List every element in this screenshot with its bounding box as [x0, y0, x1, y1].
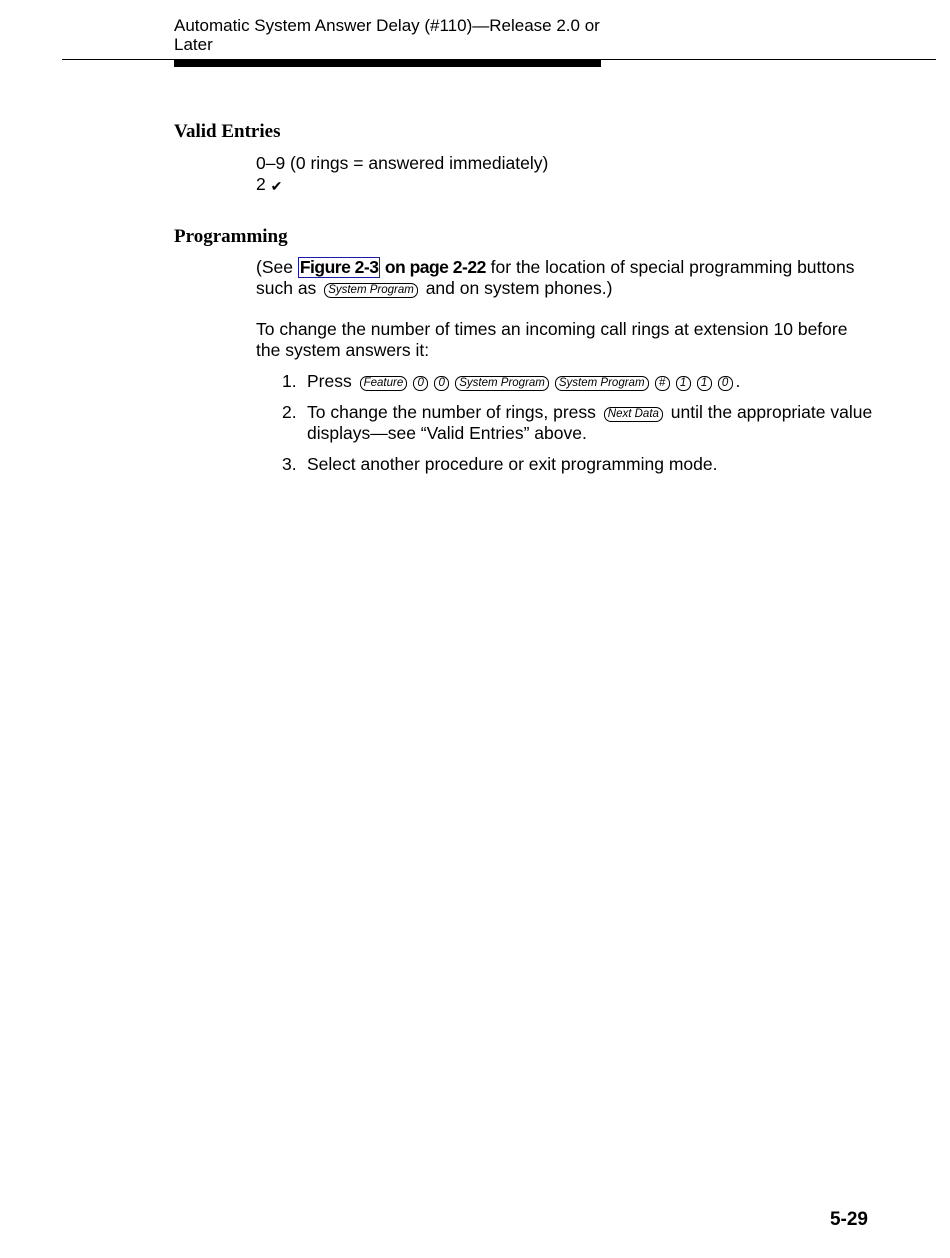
programming-intro: To change the number of times an incoming call rings at extension 10 before the system answers it:	[256, 319, 848, 360]
dial-key-0: 0	[434, 376, 449, 391]
see-end: and on system phones.)	[420, 278, 613, 298]
step-number: 3.	[282, 454, 297, 474]
step-number: 2.	[282, 402, 297, 422]
step2-suffix: until the appropriate value displays—see “Valid Entries” above.	[307, 402, 873, 443]
step-3	[282, 454, 882, 475]
system-program-key: System Program	[324, 283, 418, 298]
valid-entries-range: 0–9 (0 rings = answered immediately)	[256, 153, 549, 173]
step-number: 1.	[282, 371, 297, 391]
dial-key-0: 0	[718, 376, 733, 391]
dial-key-0: 0	[413, 376, 428, 391]
default-value: 2	[256, 174, 266, 194]
valid-entries-heading: Valid Entries	[174, 121, 281, 142]
header-bar	[174, 60, 601, 67]
figure-xref	[298, 257, 486, 277]
figure-link[interactable]: Figure 2-3	[299, 257, 379, 277]
valid-entries-body	[256, 153, 876, 196]
system-program-key: System Program	[555, 376, 649, 391]
system-program-key: System Program	[455, 376, 549, 391]
programming-heading: Programming	[174, 226, 288, 247]
see-prefix: (See	[256, 257, 298, 277]
running-header: Automatic System Answer Delay (#110)—Release 2.0 or Later	[174, 16, 600, 54]
dial-key-1: 1	[697, 376, 712, 391]
step-1	[282, 371, 882, 392]
dial-key-1: 1	[676, 376, 691, 391]
page-number: 5-29	[829, 1209, 868, 1230]
programming-see-note	[256, 257, 876, 299]
valid-entries-default	[256, 174, 876, 196]
step-text	[307, 402, 882, 444]
next-data-key: Next Data	[604, 407, 663, 422]
see-suffix: for the location of special programming buttons such as	[256, 257, 855, 298]
step-2	[282, 402, 882, 444]
programming-steps	[282, 371, 882, 485]
step1-prefix: Press	[307, 371, 357, 391]
figure-page-ref: on page 2-22	[380, 257, 486, 277]
step-text: Select another procedure or exit programming mode.	[307, 454, 718, 474]
step1-suffix: .	[735, 371, 741, 391]
step2-prefix: To change the number of rings, press	[307, 402, 601, 422]
step-text	[307, 371, 740, 392]
checkmark-icon: ✔	[270, 178, 283, 194]
pound-key: #	[655, 376, 670, 391]
feature-key: Feature	[360, 376, 408, 391]
